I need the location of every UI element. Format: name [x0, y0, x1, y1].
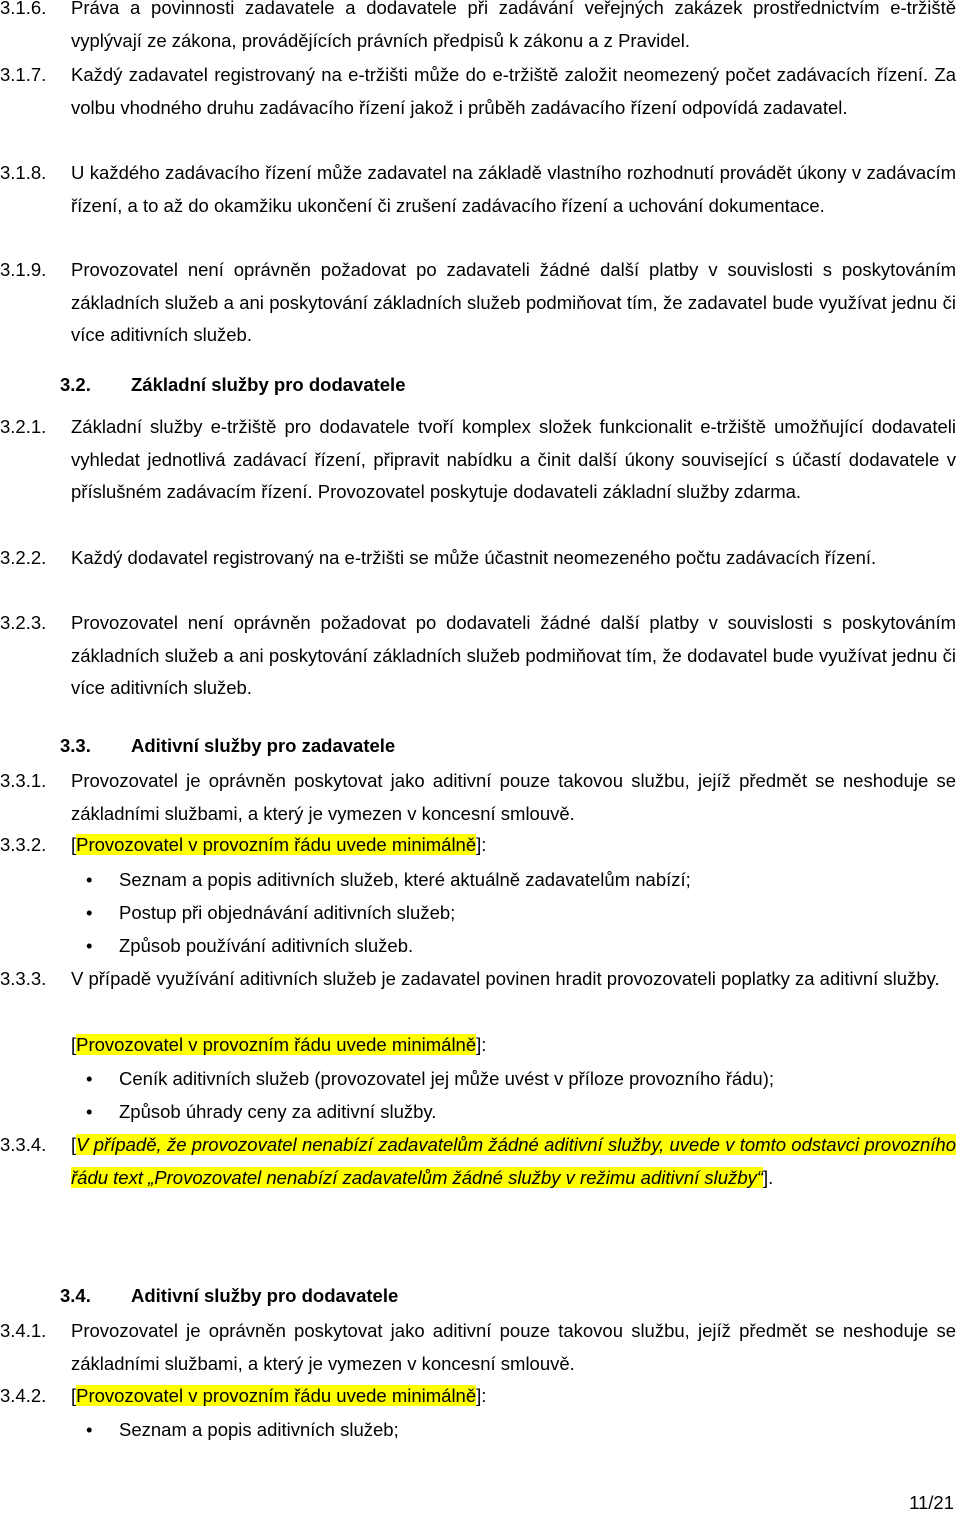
- paragraph-text: [71, 1380, 956, 1413]
- paragraph-number: 3.1.8.: [0, 162, 47, 183]
- paragraph-number: 3.3.3.: [0, 968, 47, 989]
- paragraph-text: Každý dodavatel registrovaný na e-tržišti se může účastnit neomezeného počtu zadávacích řízení.: [71, 547, 877, 568]
- bullet-icon: •: [86, 902, 93, 923]
- paragraph-text: [71, 829, 956, 862]
- bullet-icon: •: [86, 1068, 93, 1089]
- paragraph-text: Provozovatel je oprávněn poskytovat jako aditivní pouze takovou službu, jejíž předmět se neshoduje se základními službami, a který je vymezen v koncesní smlouvě.: [71, 1320, 956, 1374]
- bracket-close: ].: [763, 1166, 774, 1188]
- paragraph-text: [71, 1129, 956, 1194]
- list-item-text: Způsob úhrady ceny za aditivní služby.: [119, 1101, 437, 1122]
- paragraph-text: [71, 1029, 956, 1062]
- paragraph-number: 3.1.6.: [0, 0, 47, 18]
- section-number: 3.4.: [60, 1285, 91, 1306]
- bracket-open: [: [71, 1034, 77, 1055]
- paragraph-number: 3.4.2.: [0, 1385, 47, 1406]
- highlighted-instruction: V případě, že provozovatel nenabízí zadavatelům žádné aditivní služby, uvede v tomto odstavci provozního řádu text „Provozovatel nenabízí zadavatelům žádné služby v režimu aditivní služby“: [71, 1134, 956, 1188]
- paragraph-number: 3.3.2.: [0, 834, 47, 855]
- bracket-open: [: [71, 1385, 77, 1406]
- paragraph-number: 3.2.1.: [0, 416, 47, 437]
- section-title: Aditivní služby pro dodavatele: [131, 1285, 399, 1306]
- section-title: Základní služby pro dodavatele: [131, 374, 406, 395]
- bracket-close: ]:: [476, 1385, 487, 1406]
- paragraph-text: Provozovatel není oprávněn požadovat po dodavateli žádné další platby v souvislosti s poskytováním základních služeb a ani poskytování základních služeb podmiňovat tím, že dodavatel bude využívat jednu či více aditivních služeb.: [71, 612, 956, 698]
- bracket-close: ]:: [476, 1034, 487, 1055]
- paragraph-text: Základní služby e-tržiště pro dodavatele tvoří komplex složek funkcionalit e-tržiště umožňující dodavateli vyhledat jednotlivá zadávací řízení, připravit nabídku a činit další úkony související s účastí dodavatele v příslušném zadávacím řízení. Provozovatel poskytuje dodavateli základní služby zdarma.: [71, 416, 956, 502]
- bracket-open: [: [71, 1134, 77, 1155]
- paragraph-text: Práva a povinnosti zadavatele a dodavatele při zadávání veřejných zakázek prostřednictvím e-tržiště vyplývají ze zákona, provádějících právních předpisů k zákonu a z Pravidel.: [71, 0, 956, 51]
- paragraph-text: Provozovatel je oprávněn poskytovat jako aditivní pouze takovou službu, jejíž předmět se neshoduje se základními službami, a který je vymezen v koncesní smlouvě.: [71, 770, 956, 824]
- page-number: 11/21: [909, 1492, 954, 1513]
- list-item-text: Postup při objednávání aditivních služeb;: [119, 902, 456, 923]
- list-item-text: Ceník aditivních služeb (provozovatel jej může uvést v příloze provozního řádu);: [119, 1068, 775, 1089]
- paragraph-number: 3.2.2.: [0, 547, 47, 568]
- section-number: 3.2.: [60, 374, 91, 395]
- bullet-icon: •: [86, 1419, 93, 1440]
- paragraph-text: V případě využívání aditivních služeb je zadavatel povinen hradit provozovateli poplatky za aditivní služby.: [71, 968, 940, 989]
- paragraph-number: 3.3.4.: [0, 1134, 47, 1155]
- list-item-text: Seznam a popis aditivních služeb, které aktuálně zadavatelům nabízí;: [119, 869, 691, 890]
- section-number: 3.3.: [60, 735, 91, 756]
- paragraph-number: 3.2.3.: [0, 612, 47, 633]
- bracket-open: [: [71, 834, 77, 855]
- paragraph-number: 3.1.9.: [0, 259, 47, 280]
- paragraph-number: 3.1.7.: [0, 64, 47, 85]
- paragraph-text: Každý zadavatel registrovaný na e-tržišti může do e-tržiště založit neomezený počet zadávacích řízení. Za volbu vhodného druhu zadávacího řízení jakož i průběh zadávacího řízení odpovídá zadavatel.: [71, 64, 956, 118]
- bullet-icon: •: [86, 869, 93, 890]
- section-title: Aditivní služby pro zadavatele: [131, 735, 396, 756]
- bracket-close: ]:: [476, 834, 487, 855]
- paragraph-number: 3.3.1.: [0, 770, 47, 791]
- highlighted-instruction: Provozovatel v provozním řádu uvede minimálně: [76, 1385, 477, 1406]
- list-item-text: Způsob používání aditivních služeb.: [119, 935, 414, 956]
- paragraph-number: 3.4.1.: [0, 1320, 47, 1341]
- highlighted-instruction: Provozovatel v provozním řádu uvede minimálně: [76, 1034, 477, 1055]
- bullet-icon: •: [86, 935, 93, 956]
- paragraph-text: Provozovatel není oprávněn požadovat po zadavateli žádné další platby v souvislosti s poskytováním základních služeb a ani poskytování základních služeb podmiňovat tím, že zadavatel bude využívat jednu či více aditivních služeb.: [71, 259, 956, 345]
- list-item-text: Seznam a popis aditivních služeb;: [119, 1419, 399, 1440]
- highlighted-instruction: Provozovatel v provozním řádu uvede minimálně: [76, 834, 477, 855]
- bullet-icon: •: [86, 1101, 93, 1122]
- paragraph-text: U každého zadávacího řízení může zadavatel na základě vlastního rozhodnutí provádět úkony v zadávacím řízení, a to až do okamžiku ukončení či zrušení zadávacího řízení a uchování dokumentace.: [71, 162, 956, 216]
